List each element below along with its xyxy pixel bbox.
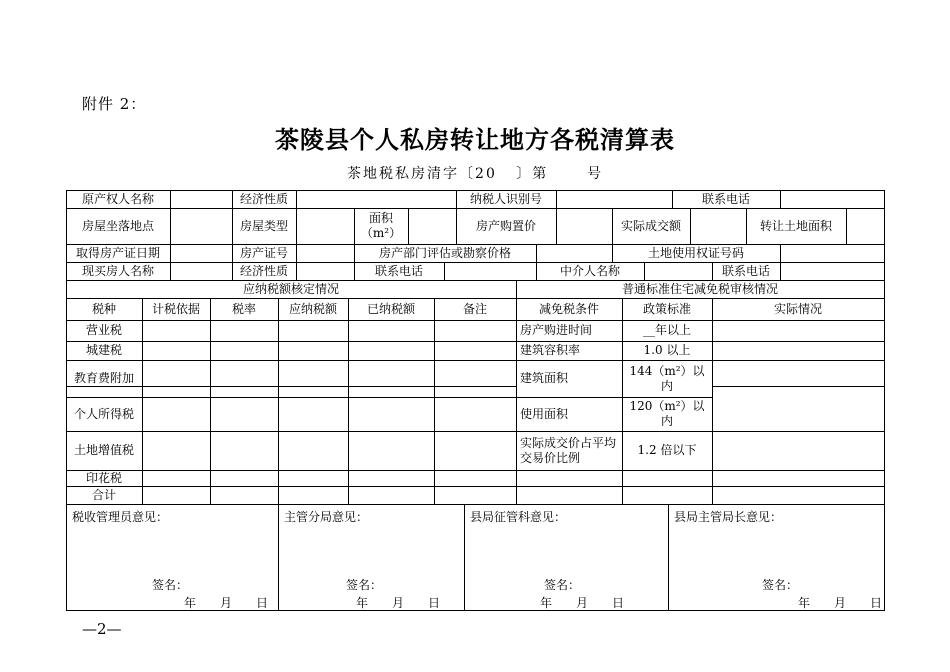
doc-number-suffix: 号 [586,166,603,182]
table-rule [434,298,435,505]
label-land-cert: 土地使用权证号码 [647,245,744,260]
table-rule [712,386,885,387]
tax-row-6: 合计 [91,487,116,502]
tax-row-4: 土地增值税 [73,443,134,457]
condition-2: 建筑面积 [520,371,569,385]
label-econ-nature: 经济性质 [239,191,288,206]
table-rule [456,208,457,245]
label-phone-3: 联系电话 [721,263,770,278]
table-rule [348,298,349,505]
table-rule [354,244,355,263]
table-rule [354,208,355,245]
opinion-title-0: 税收管理员意见： [72,510,169,524]
table-rule [296,262,297,281]
opinion-sign-2: 签名： [544,578,581,592]
tax-row-5: 印花税 [85,470,122,485]
tax-row-2: 教育费附加 [73,371,134,385]
table-rule [66,262,885,263]
label-land-area: 转让土地面积 [759,218,832,233]
opinion-title-3: 县局主管局长意见： [674,510,783,524]
label-phone-2: 联系电话 [374,263,423,278]
table-rule [278,504,279,611]
table-rule [296,208,297,245]
table-rule [516,280,517,505]
table-rule [66,386,517,387]
table-bottom-rule [66,610,885,611]
header-rate: 税率 [231,301,256,316]
policy-standard-3: 120（m²）以内 [629,399,705,428]
table-rule [170,262,171,281]
table-rule [516,397,713,398]
tax-row-3: 个人所得税 [73,406,134,421]
opinion-sign-1: 签名： [346,578,383,592]
table-rule [846,208,847,245]
label-area-unit: （m²） [360,226,402,240]
table-rule [456,190,457,209]
table-top-rule [66,190,885,191]
table-rule [746,208,747,245]
policy-standard-2: 144（m²）以内 [629,363,705,393]
table-rule [780,262,781,281]
condition-0: 房产购进时间 [520,323,593,337]
table-rule [210,298,211,505]
page-number: —2— [82,620,122,638]
header-payable: 应纳税额 [288,301,337,316]
header-actual: 实际情况 [773,301,822,316]
header-condition: 减免税条件 [538,301,599,316]
section-exemption-review: 普通标准住宅减免税审核情况 [621,281,778,296]
opinion-title-1: 主管分局意见： [284,510,369,524]
table-rule [556,190,557,209]
section-tax-assessment: 应纳税额核定情况 [242,281,339,296]
table-rule [66,431,885,432]
tax-row-0: 营业税 [85,323,122,337]
condition-1: 建筑容积率 [520,343,581,357]
table-rule [232,244,233,263]
table-rule [668,504,669,611]
document-number [0,163,950,183]
table-rule [142,298,143,505]
opinion-sign-0: 签名： [152,578,189,592]
table-rule [712,262,713,281]
label-orig-owner: 原产权人名称 [81,191,154,206]
header-paid: 已纳税额 [366,301,415,316]
policy-standard-0: __年以上 [642,323,691,337]
table-rule [66,341,885,342]
table-rule [672,190,673,209]
table-rule [66,360,885,361]
table-rule [780,244,781,263]
opinion-date-1: 年 月 日 [356,596,441,610]
table-rule [232,208,233,245]
label-location: 房屋坐落地点 [81,218,154,233]
label-dept-price: 房产部门评估或勘察价格 [378,245,511,260]
policy-standard-1: 1.0 以上 [643,343,691,357]
table-rule [170,190,171,209]
table-rule [354,262,355,281]
table-rule [66,470,885,471]
label-actual-price: 实际成交额 [620,218,681,233]
header-tax-type: 税种 [91,301,116,316]
label-purchase-price: 房产购置价 [475,218,536,233]
label-econ-nature-2: 经济性质 [239,263,288,278]
label-taxpayer-id: 纳税人识别号 [469,191,542,206]
attachment-label: 附件 2： [82,95,147,113]
table-rule [66,397,517,398]
table-rule [278,298,279,505]
label-agent: 中介人名称 [559,263,620,278]
table-rule [66,298,885,299]
table-rule [516,397,713,398]
table-rule [296,244,297,263]
opinion-date-0: 年 月 日 [184,596,269,610]
table-rule [644,262,645,281]
table-rule [464,504,465,611]
table-rule [612,208,613,245]
table-rule [232,262,233,281]
header-policy: 政策标准 [642,301,691,316]
document-title: 茶陵县个人私房转让地方各税清算表 [275,125,675,154]
table-rule [232,190,233,209]
opinion-date-2: 年 月 日 [540,596,625,610]
table-rule [536,262,537,281]
label-area-text: 面积 [368,211,393,225]
doc-number-mid: 〕第 [516,166,549,182]
doc-number-prefix: 茶地税私房清字〔20 [347,166,497,182]
table-rule [170,244,171,263]
table-rule [536,244,537,263]
table-rule [66,208,885,209]
header-basis: 计税依据 [151,301,200,316]
condition-3: 使用面积 [520,406,569,421]
opinion-sign-3: 签名： [762,578,799,592]
table-rule [66,280,885,281]
opinion-date-3: 年 月 日 [798,596,883,610]
label-buyer: 现买房人名称 [81,263,154,278]
table-rule [556,208,557,245]
table-rule [712,298,713,505]
condition-4: 实际成交价占平均交易价比例 [520,435,617,465]
table-rule [66,244,885,245]
table-rule [612,244,613,263]
label-cert-no: 房产证号 [239,245,288,260]
header-note: 备注 [462,301,487,316]
label-acquire-date: 取得房产证日期 [75,245,160,260]
label-house-type: 房屋类型 [239,218,288,233]
table-rule [296,190,297,209]
table-rule [690,208,691,245]
label-area [354,208,408,244]
table-rule [66,504,885,505]
table-rule [66,320,885,321]
table-rule [622,298,623,505]
opinion-title-2: 县局征管科意见： [470,510,567,524]
table-left-rule [66,190,67,611]
label-phone: 联系电话 [701,191,750,206]
tax-row-1: 城建税 [85,343,122,357]
table-rule [444,262,445,281]
policy-standard-4: 1.2 倍以下 [637,443,697,457]
table-rule [408,208,409,245]
table-right-rule [884,190,885,611]
table-rule [170,208,171,245]
table-rule [780,190,781,209]
table-rule [66,486,885,487]
